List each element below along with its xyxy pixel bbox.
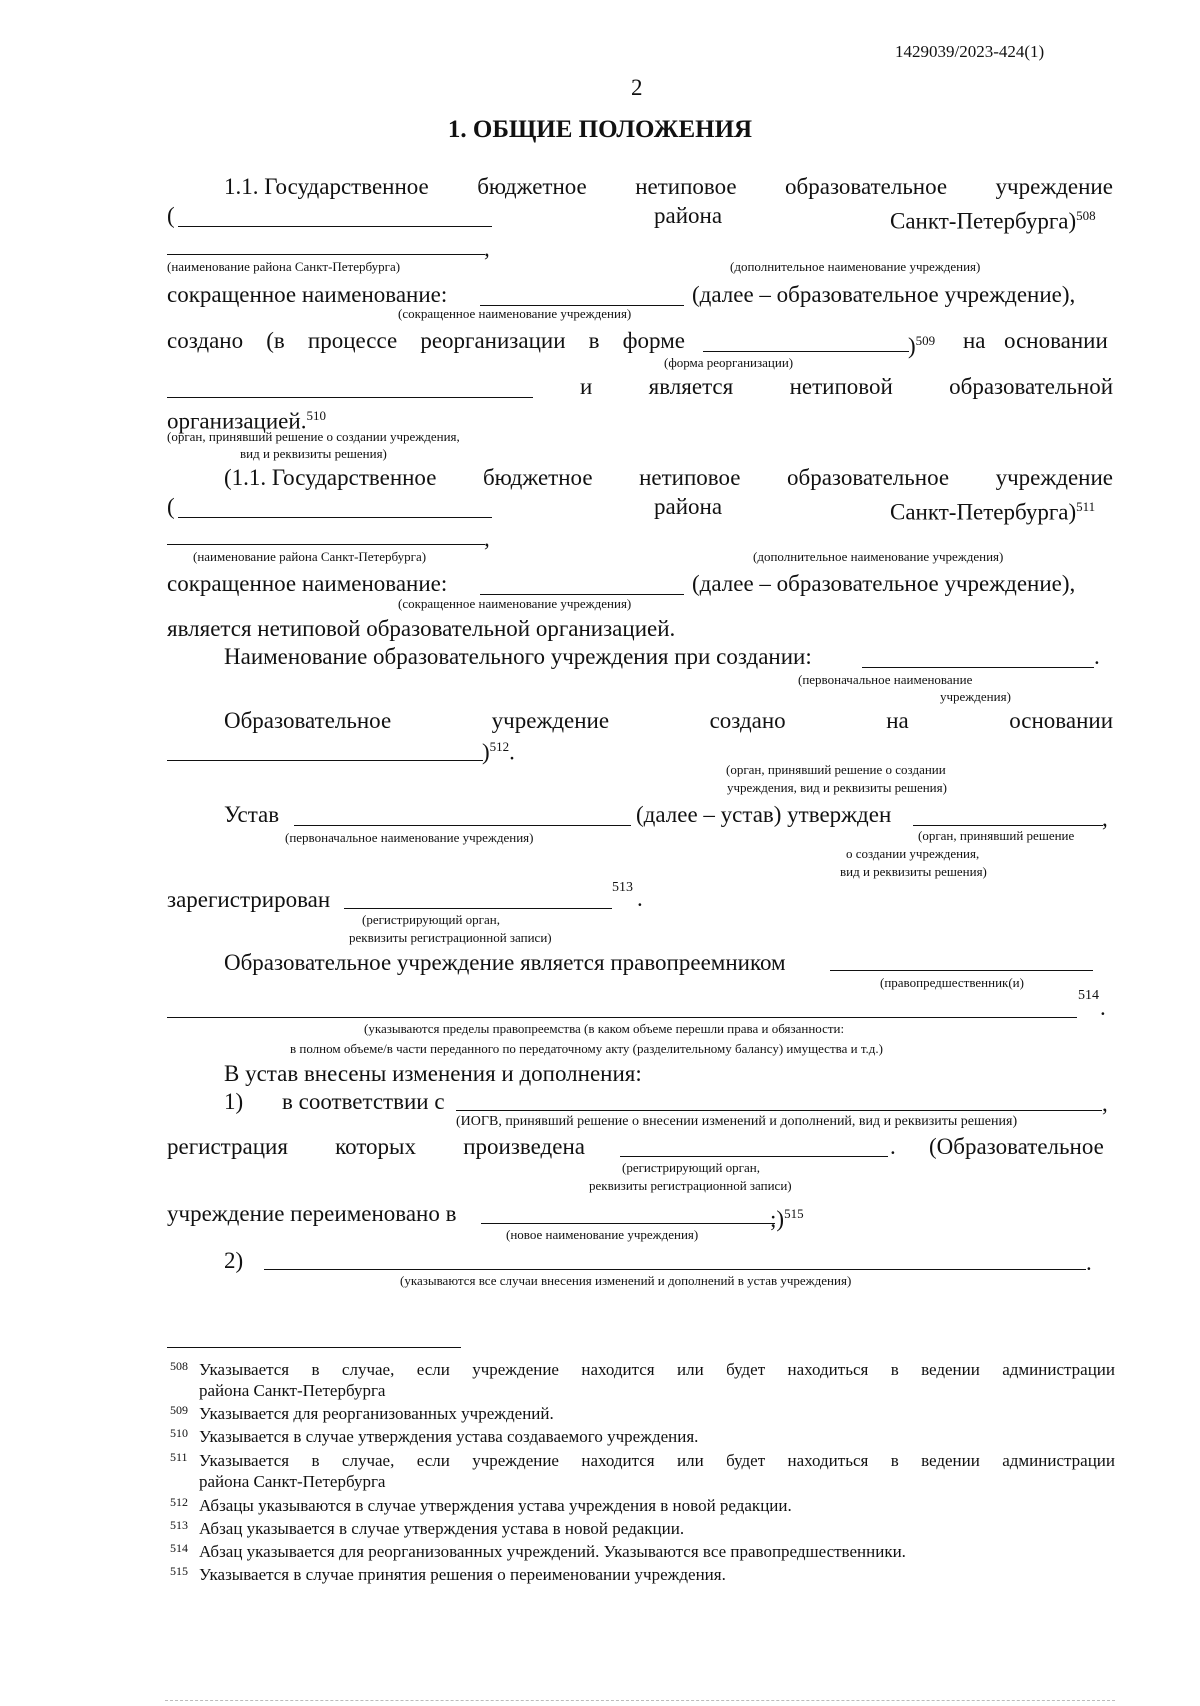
footnote-text: Указывается в случае, если учреждение находится или будет находиться в ведении администрации <box>199 1360 1115 1379</box>
blank-district <box>178 226 492 227</box>
successor-label: Образовательное учреждение является правопреемником <box>224 950 786 975</box>
short-name-rest: (далее – образовательное учреждение), <box>692 282 1076 307</box>
is-nontypical-line: является нетиповой образовательной организацией. <box>167 616 676 641</box>
caption-charter-initial: (первоначальное наименование учреждения) <box>285 830 534 845</box>
blank-organ-512 <box>167 760 483 761</box>
footnote-number: 510 <box>170 1426 188 1440</box>
caption-organ-1: (орган, принявший решение о создании учреждения, <box>167 429 460 444</box>
footnote-ref-509: 509 <box>915 333 936 348</box>
caption-initial-2: учреждения) <box>940 689 1011 704</box>
section-title: 1. ОБЩИЕ ПОЛОЖЕНИЯ <box>447 116 753 143</box>
caption-district: (наименование района Санкт-Петербурга) <box>167 259 401 274</box>
footnote-number: 511 <box>170 1450 188 1464</box>
caption-all-cases: (указываются все случаи внесения изменений и дополнений в устав учреждения) <box>400 1273 852 1288</box>
spb-close-alt: Санкт-Петербурга)$^{511}$ <box>890 499 1096 525</box>
caption-short-name-alt: (сокращенное наименование учреждения) <box>398 596 632 611</box>
footnote-text: Абзацы указываются в случае утверждения устава учреждения в новой редакции. <box>199 1496 792 1515</box>
caption-charter-organ-3: вид и реквизиты решения) <box>840 864 987 879</box>
caption-short-name: (сокращенное наименование учреждения) <box>398 306 632 321</box>
short-name-rest-alt: (далее – образовательное учреждение), <box>692 571 1076 596</box>
amendments-intro: В устав внесены изменения и дополнения: <box>224 1061 642 1086</box>
item-2-number: 2) <box>224 1248 244 1273</box>
footnote-text: Указывается в случае принятия решения о переименовании учреждения. <box>199 1565 726 1584</box>
footnote-text: Абзац указывается в случае утверждения устава в новой редакции. <box>199 1519 685 1538</box>
footnote-ref-508: 508 <box>1076 208 1096 223</box>
footnote-text: Указывается для реорганизованных учреждений. <box>199 1404 554 1423</box>
period-514: . <box>1100 995 1106 1020</box>
short-name-label: сокращенное наименование: <box>167 282 448 307</box>
footnote-ref-514: 514 <box>1078 988 1099 1003</box>
caption-additional-name: (дополнительное наименование учреждения) <box>730 259 981 274</box>
para-1-1-line: 1.1. Государственное бюджетное нетиповое образовательное учреждение <box>224 174 1113 199</box>
period-item-2: . <box>1086 1250 1092 1275</box>
created-on-basis-line: Образовательное учреждение создано на основании <box>224 708 1113 733</box>
footnote-number: 513 <box>170 1518 188 1532</box>
comma-iogv: , <box>1102 1091 1108 1116</box>
comma-charter: , <box>1102 806 1108 831</box>
period-reg: . <box>890 1134 896 1159</box>
caption-iogv: (ИОГВ, принявший решение о внесении изменений и дополнений, вид и реквизиты решения) <box>456 1114 1018 1129</box>
blank-organ <box>167 397 533 398</box>
caption-registration-1: (регистрирующий орган, <box>362 912 500 927</box>
caption-limits-1: (указываются пределы правопреемства (в каком объеме перешли права и обязанности: <box>364 1021 845 1036</box>
footnote-number: 509 <box>170 1403 188 1417</box>
caption-additional-alt: (дополнительное наименование учреждения) <box>753 549 1004 564</box>
footnote-ref-515: 515 <box>784 1206 804 1221</box>
word-osnovanii: основании <box>1004 328 1108 353</box>
registration-words: регистрация которых произведена <box>167 1134 585 1159</box>
footnote-number: 515 <box>170 1564 188 1578</box>
initial-name-label: Наименование образовательного учреждения при создании: <box>224 644 812 669</box>
footnote-text: Указывается в случае утверждения устава создаваемого учреждения. <box>199 1427 699 1446</box>
caption-organ-512-1: (орган, принявший решение о создании <box>726 762 946 777</box>
comma: , <box>484 236 490 261</box>
document-number: 1429039/2023-424(1) <box>895 42 1045 61</box>
footnote-text-511-line-2: района Санкт-Петербурга <box>199 1472 386 1491</box>
footnote-text: Абзац указывается для реорганизованных учреждений. Указываются все правопредшественники. <box>199 1542 906 1561</box>
ustav-label: Устав <box>224 802 280 827</box>
word-rayona: района <box>654 203 723 228</box>
caption-limits-2: в полном объеме/в части переданного по передаточному акту (разделительному балансу) имущества и т.д.) <box>290 1041 883 1056</box>
in-accordance-with: в соответствии с <box>282 1089 445 1114</box>
blank-charter-name <box>294 825 631 826</box>
blank-new-name <box>481 1223 775 1224</box>
blank-reorg-form <box>703 351 909 352</box>
caption-registration-2-1: (регистрирующий орган, <box>622 1160 760 1175</box>
blank-succession-limits <box>167 1017 1077 1018</box>
blank-district-alt <box>178 517 492 518</box>
footnote-number: 512 <box>170 1495 188 1509</box>
footnote-text: Указывается в случае, если учреждение находится или будет находиться в ведении администрации <box>199 1451 1115 1470</box>
blank-registration <box>344 908 612 909</box>
blank-iogv <box>456 1110 1102 1111</box>
blank-additional-alt <box>167 544 485 545</box>
blank-registration-2 <box>620 1156 888 1157</box>
word-rayona-alt: района <box>654 494 723 519</box>
item-1-number: 1) <box>224 1089 244 1114</box>
close-paren-512: )$^{512}$. <box>482 739 515 765</box>
close-paren-509: )$^{509}$ <box>908 333 936 359</box>
open-paren: ( <box>167 203 175 228</box>
footnote-number: 508 <box>170 1359 188 1373</box>
period: . <box>1094 644 1100 669</box>
caption-initial-1: (первоначальное наименование <box>798 672 973 687</box>
charter-approved: (далее – устав) утвержден <box>636 802 892 827</box>
word-na: на <box>963 328 986 353</box>
caption-charter-organ-2: о создании учреждения, <box>846 846 980 861</box>
blank-all-cases <box>264 1269 1086 1270</box>
spb-close: Санкт-Петербурга)$^{508}$ <box>890 208 1096 234</box>
caption-reorg-form: (форма реорганизации) <box>664 355 794 370</box>
caption-district-alt: (наименование района Санкт-Петербурга) <box>193 549 427 564</box>
organization-word: организацией.$^{510}$ <box>167 408 326 434</box>
footnote-number: 514 <box>170 1541 188 1555</box>
footnote-ref-510: 510 <box>306 408 326 423</box>
comma-alt: , <box>484 526 490 551</box>
page-number: 2 <box>631 75 643 100</box>
caption-organ-512-2: учреждения, вид и реквизиты решения) <box>727 780 947 795</box>
caption-organ-2: вид и реквизиты решения) <box>240 446 387 461</box>
blank-initial-name <box>862 667 1094 668</box>
created-words: создано (в процессе реорганизации в форме <box>167 328 685 353</box>
footnote-ref-512: 512 <box>489 739 510 754</box>
educational-paren: (Образовательное <box>929 1134 1104 1159</box>
close-515: ;)$^{515}$ <box>770 1206 804 1232</box>
footnote-text-508-line-2: района Санкт-Петербурга <box>199 1381 386 1400</box>
footnote-ref-513: 513 <box>612 880 633 895</box>
registered-label: зарегистрирован <box>167 887 331 912</box>
caption-registration-2-2: реквизиты регистрационной записи) <box>589 1178 792 1193</box>
scan-artifact-line <box>165 1700 1115 1701</box>
row-is-nontypical: и является нетиповой образовательной <box>580 374 1113 399</box>
blank-predecessor <box>830 970 1093 971</box>
caption-registration-2: реквизиты регистрационной записи) <box>349 930 552 945</box>
period-513: . <box>637 886 643 911</box>
footnote-separator <box>167 1347 461 1348</box>
open-paren-alt: ( <box>167 494 175 519</box>
footnote-ref-511: 511 <box>1076 499 1096 514</box>
short-name-label-alt: сокращенное наименование: <box>167 571 448 596</box>
blank-short-name-alt <box>480 594 684 595</box>
renamed-label: учреждение переименовано в <box>167 1201 457 1226</box>
blank-additional <box>167 254 485 255</box>
blank-charter-organ <box>913 825 1103 826</box>
caption-new-name: (новое наименование учреждения) <box>506 1227 699 1242</box>
caption-charter-organ-1: (орган, принявший решение <box>918 828 1075 843</box>
caption-predecessor: (правопредшественник(и) <box>880 975 1024 990</box>
para-1-1-alt-line: (1.1. Государственное бюджетное нетиповое образовательное учреждение <box>224 465 1113 490</box>
